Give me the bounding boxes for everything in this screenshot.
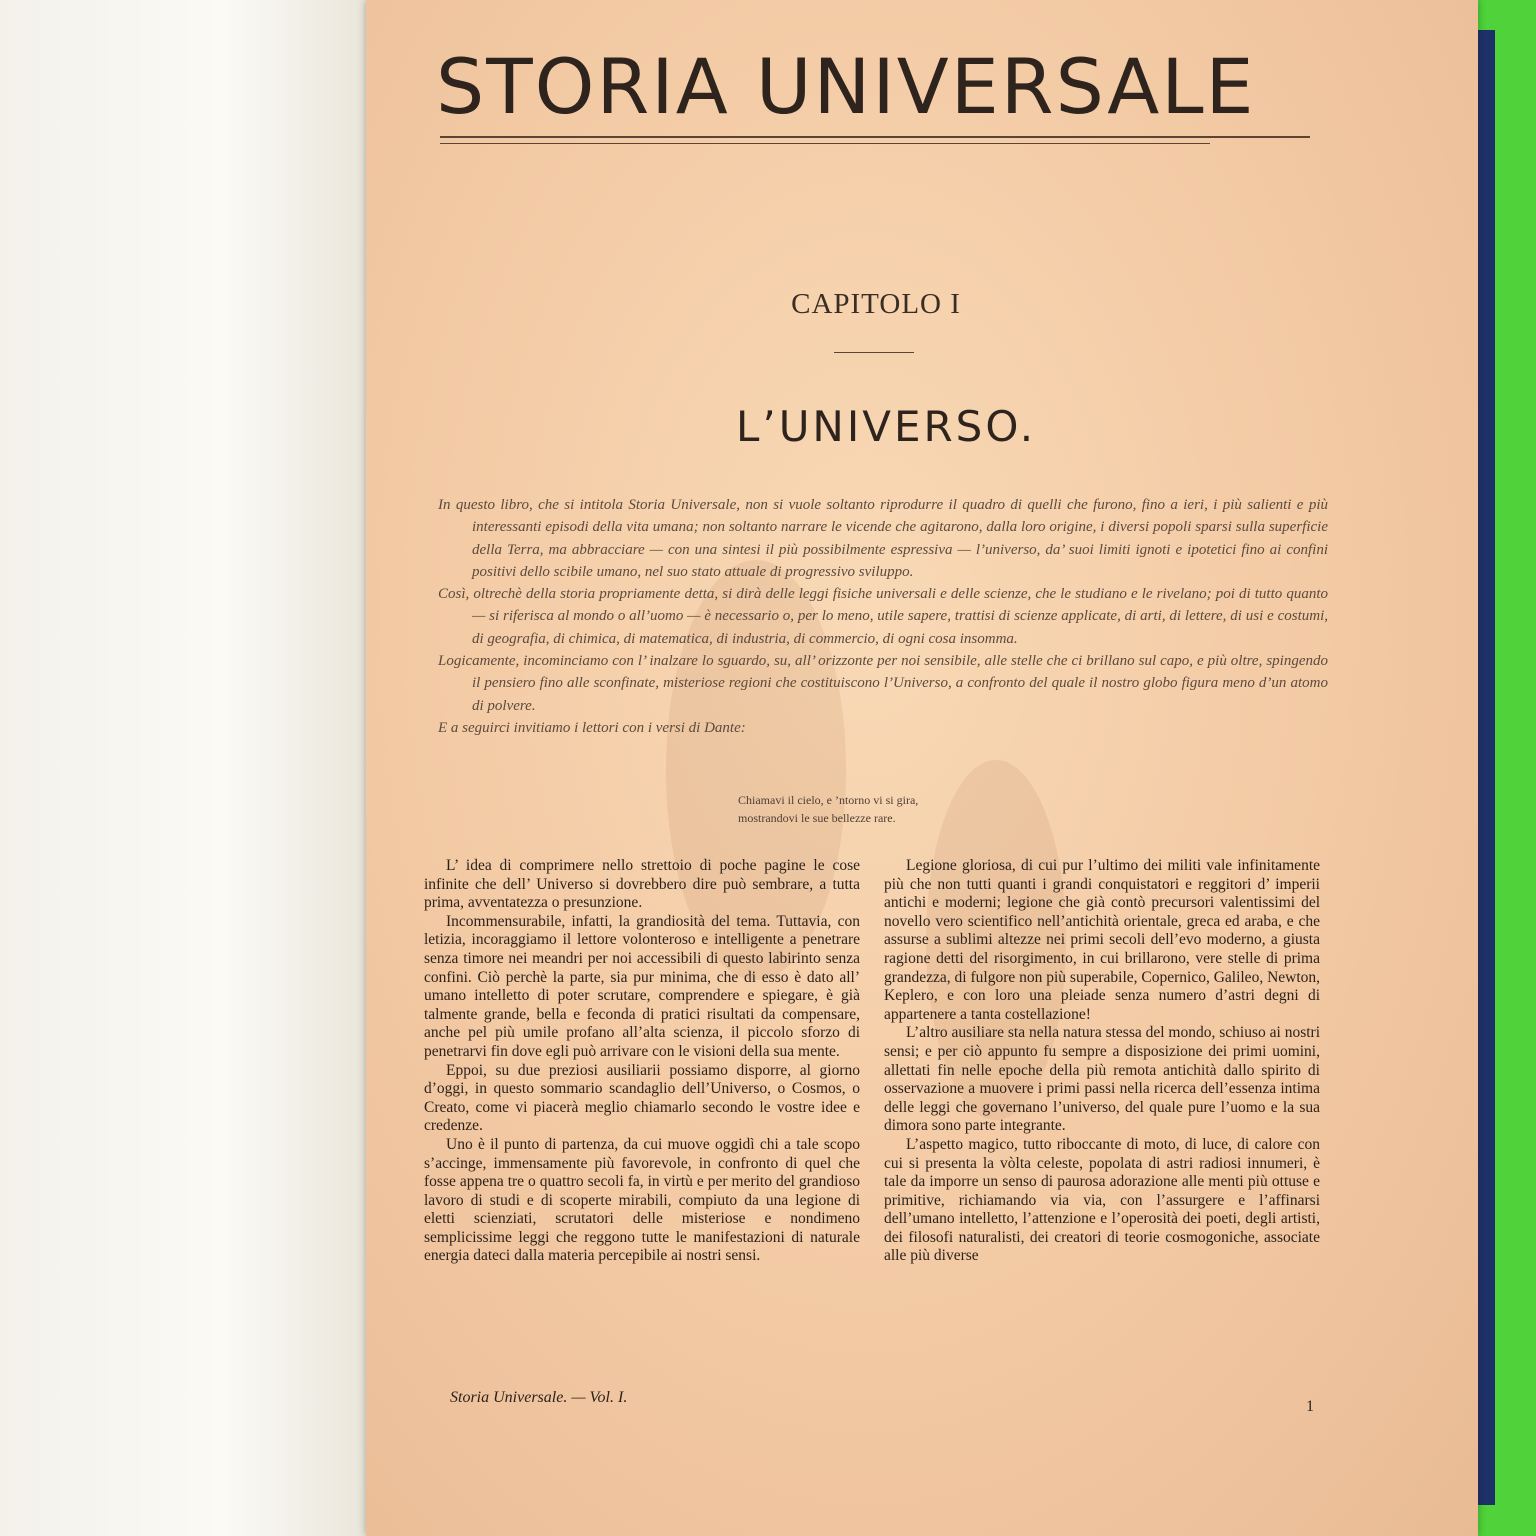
intro-paragraph: Logicamente, incominciamo con l’ inalzare lo sguardo, su, all’ orizzonte per noi sensibile, alle stelle che ci brillano sul capo, e più oltre, spingendo il pensiero fino alle sconfinate, misteriose regioni che costituiscono l’Universo, a confronto del quale il nostro globo figura meno d’un atomo di polvere. [438, 653, 1328, 714]
chapter-rule [834, 352, 914, 353]
intro-text [438, 494, 1328, 739]
book-page [366, 0, 1478, 1536]
title-rule [440, 143, 1210, 144]
intro-paragraph: Così, oltrechè della storia propriamente detta, si dirà delle leggi fisiche universali e delle scienze, che le studiano e le rivelano; poi di tutto quanto — si riferisca al mondo o all’uomo — è necessario o, per lo meno, utile sapere, trattisi di scienze applicate, di arti, di lettere, di usi e costumi, di geografia, di chimica, di matematica, di industria, di commercio, di ogni cosa insomma. [438, 586, 1328, 647]
dante-verse [738, 791, 1038, 827]
footer-volume: Storia Universale. — Vol. I. [450, 1389, 628, 1406]
body-paragraph: L’ idea di comprimere nello strettoio di poche pagine le cose infinite che dell’ Universo si dovrebbero dire può sembrare, a tutta prima, avventatezza o presunzione. [424, 857, 860, 912]
body-paragraph: Uno è il punto di partenza, da cui muove oggidì chi a tale scopo s’accinge, immensamente più favorevole, in confronto di quel che fosse appena tre o quattro secoli fa, in virtù e per merito del grandioso lavoro di studi e di scoperte mirabili, compiuto da una legione di eletti scienziati, scrutatori delle misteriose e nondimeno semplicissime leggi che reggono tutte le manifestazioni di naturale energia dateci dalla materia percepibile ai nostri sensi. [424, 1135, 860, 1265]
page-title: STORIA UNIVERSALE [436, 42, 1256, 131]
intro-paragraph: In questo libro, che si intitola Storia Universale, non si vuole soltanto riprodurre il quadro di quelli che furono, fino a ieri, i più salienti e più interessanti episodi della vita umana; non soltanto narrare le vicende che agitarono, dalla loro origine, i diversi popoli sparsi sulla superficie della Terra, ma abbracciare — con una sintesi il più possibilmente espressiva — l’universo, da’ suoi limiti ignoti e ipotetici fino ai confini positivi dello scibile umano, nel suo stato attuale di progressivo sviluppo. [438, 497, 1328, 580]
body-paragraph: L’altro ausiliare sta nella natura stessa del mondo, schiuso ai nostri sensi; e per ciò appunto fu sempre a disposizione dei primi uomini, allettati fin nelle epoche della più remota antichità dallo spirito di osservazione a muovere i primi passi nella ricerca dell’essenza intima delle leggi che governano l’universo, del quale pure l’uomo e la sua dimora sono parte integrante. [884, 1024, 1320, 1135]
body-paragraph: Eppoi, su due preziosi ausiliarii possiamo disporre, al giorno d’oggi, in questo sommario scandaglio dell’Universo, o Cosmos, o Creato, come vi piacerà meglio chiamarlo secondo le vostre idee e credenze. [424, 1061, 860, 1135]
chapter-heading: L’UNIVERSO. [735, 402, 1037, 451]
right-column [884, 857, 1320, 1266]
left-blank-page [0, 0, 372, 1536]
verse-line: Chiamavi il cielo, e ’ntorno vi si gira, [738, 793, 919, 807]
body-paragraph: Incommensurabile, infatti, la grandiosità del tema. Tuttavia, con letizia, incoraggiamo il lettore volonteroso e intelligente a penetrare senza timore nei meandri per noi accessibili di questo labirinto senza confini. Ciò perchè la parte, sia pur minima, che di esso è dato all’ umano intelletto di poter scrutare, comprendere e spiegare, è già talmente grande, bella e feconda di pratici risultati da compensare, anche pel più umile profano all’alta scienza, il piccolo sforzo di penetrarvi fin dove egli può arrivare con le visioni della sua mente. [424, 912, 860, 1060]
chapter-label: CAPITOLO I [791, 288, 961, 320]
verse-line: mostrandovi le sue bellezze rare. [738, 811, 896, 825]
body-paragraph: L’aspetto magico, tutto riboccante di moto, di luce, di calore con cui si presenta la vòlta celeste, popolata di astri radiosi innumeri, è tale da imporre un senso di paurosa adorazione alle menti più ottuse e primitive, richiamando via via, con l’assurgere e l’affinarsi dell’umano intelletto, l’attenzione e l’operosità dei poeti, degli artisti, dei filosofi naturalisti, dei creatori di teorie cosmogoniche, associate alle più diverse [884, 1135, 1320, 1265]
title-rule [440, 136, 1310, 138]
body-paragraph: Legione gloriosa, di cui pur l’ultimo dei militi vale infinitamente più che non tutti quanti i grandi conquistatori e reggitori d’ imperii antichi e moderni; legione che già contò precursori valentissimi del novello vero scientifico nell’antichità orientale, greca ed araba, e che assurse a sublimi altezze nei primi secoli dell’evo moderno, a giusta ragione detti del risorgimento, in cui brillarono, vere stelle di prima grandezza, di fulgore non più superabile, Copernico, Galileo, Newton, Keplero, e con loro una pleiade senza numero d’astri degni di appartenere a tanta costellazione! [884, 857, 1321, 1023]
intro-paragraph: E a seguirci invitiamo i lettori con i versi di Dante: [438, 719, 746, 736]
left-column [424, 857, 860, 1266]
page-number: 1 [1306, 1398, 1314, 1415]
